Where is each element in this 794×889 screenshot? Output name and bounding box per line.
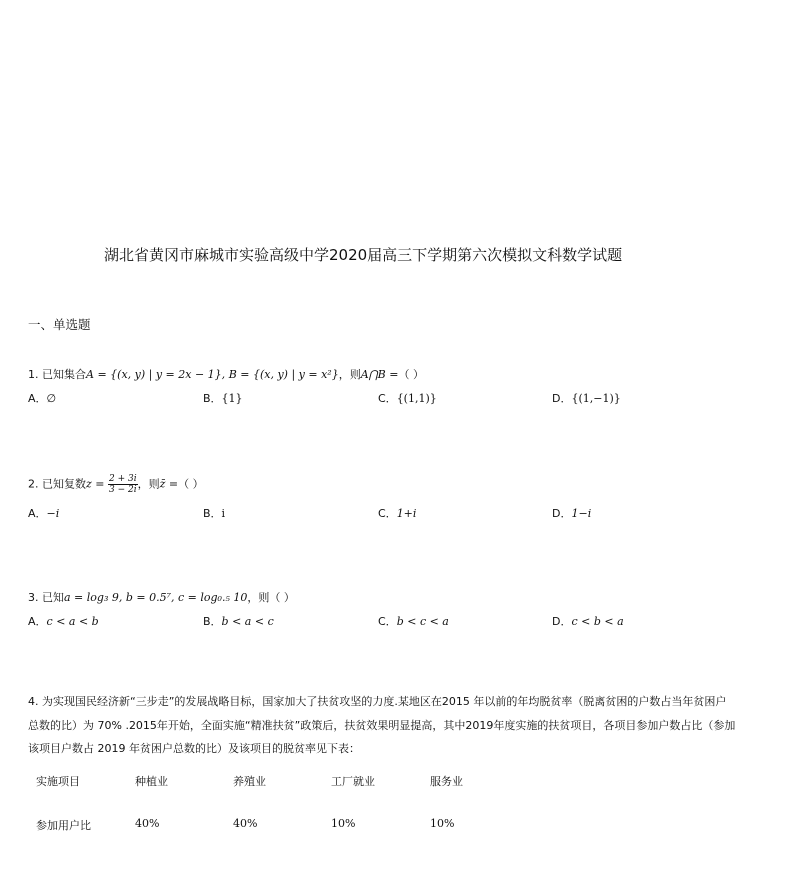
q2-prefix: 2. 已知复数 — [28, 477, 86, 491]
q2-fraction — [108, 474, 138, 495]
option-label: D． — [552, 615, 572, 628]
option-value: 1+i — [396, 507, 417, 520]
q3-option-b[interactable] — [203, 613, 274, 629]
table-header-cell: 养殖业 — [233, 775, 266, 788]
option-label: A． — [28, 507, 47, 520]
table-cell: 10% — [430, 817, 455, 830]
option-value: b < a < c — [221, 615, 274, 628]
q2-option-c[interactable] — [378, 505, 416, 521]
q1-set-a: A = {(x, y) | y = 2x − 1}, — [86, 368, 229, 381]
q1-option-a[interactable] — [28, 390, 56, 406]
option-value: {1} — [221, 392, 243, 405]
q3-suffix: ，则（ ） — [247, 591, 295, 604]
q2-zbar: z̄ = — [159, 477, 179, 491]
q4-line-3: 该项目户数占 2019 年贫困户总数的比）及该项目的脱贫率见下表： — [28, 742, 360, 755]
section-heading: 一、单选题 — [28, 317, 91, 332]
q3-option-c[interactable] — [378, 613, 449, 629]
q2-paren: （ ） — [178, 477, 204, 491]
table-cell: 参加用户比 — [36, 819, 91, 832]
q1-set-b: B = {(x, y) | y = x²} — [228, 368, 339, 381]
option-value: i — [221, 507, 226, 520]
table-header-cell: 种植业 — [135, 775, 168, 788]
option-label: D． — [552, 392, 572, 405]
option-label: B． — [203, 507, 222, 520]
option-value: −i — [46, 507, 60, 520]
page-title: 湖北省黄冈市麻城市实验高级中学2020届高三下学期第六次模拟文科数学试题 — [104, 246, 623, 264]
q1-suffix: ，则 — [338, 368, 361, 381]
option-label: D． — [552, 507, 572, 520]
q1-option-b[interactable] — [203, 390, 243, 406]
table-header-cell: 实施项目 — [36, 775, 80, 788]
option-value: 1−i — [571, 507, 592, 520]
table-cell: 40% — [233, 817, 258, 830]
question-3-stem — [28, 589, 295, 605]
table-header-cell: 服务业 — [430, 775, 463, 788]
table-cell: 10% — [331, 817, 356, 830]
option-value: {(1,−1)} — [571, 392, 621, 405]
question-1-stem — [28, 366, 424, 382]
q2-option-d[interactable] — [552, 505, 591, 521]
q1-expr: A⋂B = — [360, 368, 399, 381]
option-value: c < a < b — [46, 615, 99, 628]
option-label: B． — [203, 615, 222, 628]
q1-prefix: 1. 已知集合 — [28, 368, 86, 381]
q2-z-eq: z = — [86, 477, 105, 491]
q4-line-2: 总数的比）为 70% .2015年开始，全面实施“精准扶贫”政策后，扶贫效果明显提高，其中2019年度实施的扶贫项目，各项目参加户数占比（参加 — [28, 719, 736, 732]
option-value: {(1,1)} — [396, 392, 437, 405]
option-value: c < b < a — [571, 615, 624, 628]
option-label: C． — [378, 392, 397, 405]
option-label: B． — [203, 392, 222, 405]
q2-mid: ，则 — [137, 477, 160, 491]
question-2-stem — [28, 474, 204, 495]
option-value: b < c < a — [396, 615, 449, 628]
option-label: A． — [28, 615, 47, 628]
q2-denominator: 3 − 2i — [109, 485, 137, 495]
q2-option-b[interactable] — [203, 505, 225, 521]
q3-prefix: 3. 已知 — [28, 591, 64, 604]
option-label: C． — [378, 507, 397, 520]
q1-paren: （ ） — [398, 368, 424, 381]
q1-option-d[interactable] — [552, 390, 621, 406]
q1-option-c[interactable] — [378, 390, 437, 406]
option-label: A． — [28, 392, 47, 405]
q2-option-a[interactable] — [28, 505, 59, 521]
q4-line-1: 4. 为实现国民经济新“三步走”的发展战略目标，国家加大了扶贫攻坚的力度.某地区在2015 年以前的年均脱贫率（脱离贫困的户数占当年贫困户 — [28, 695, 727, 708]
q3-option-d[interactable] — [552, 613, 624, 629]
option-value: ∅ — [46, 392, 57, 405]
table-header-cell: 工厂就业 — [331, 775, 375, 788]
table-cell: 40% — [135, 817, 160, 830]
q3-expr: a = log₃ 9, b = 0.5⁷, c = log₀.₅ 10 — [64, 591, 248, 604]
option-label: C． — [378, 615, 397, 628]
q2-numerator: 2 + 3i — [109, 474, 137, 484]
q3-option-a[interactable] — [28, 613, 99, 629]
